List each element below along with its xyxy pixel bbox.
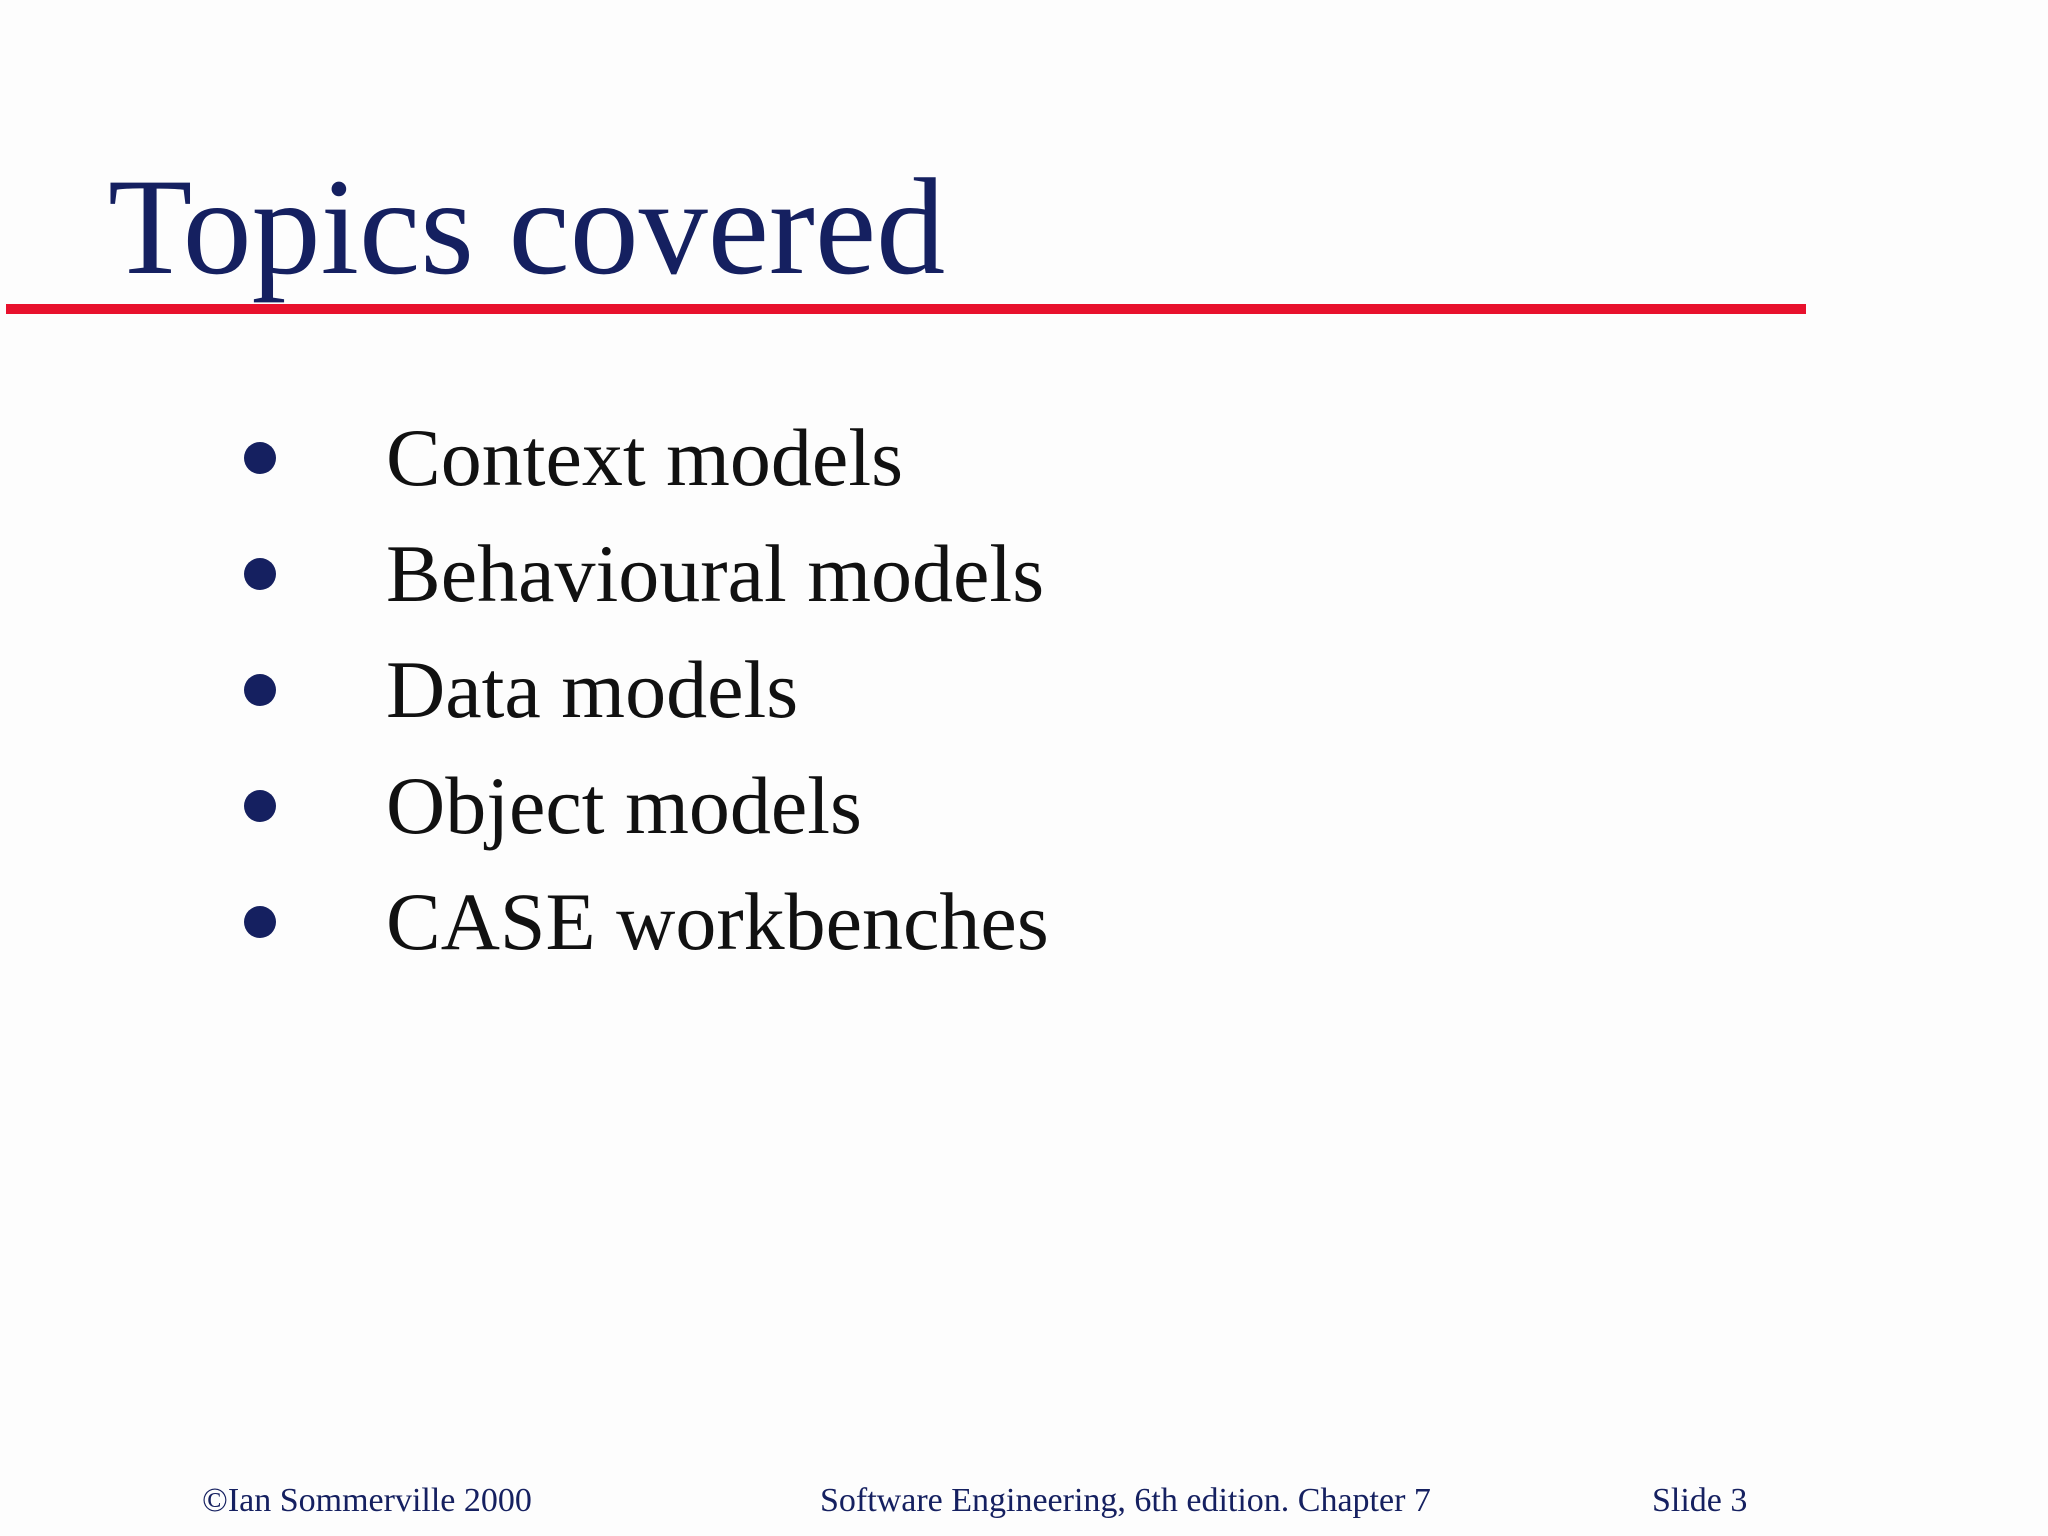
bullet-text: Data models bbox=[386, 644, 799, 735]
bullet-text: Object models bbox=[386, 760, 862, 851]
bullet-text: Context models bbox=[386, 412, 904, 503]
list-item bbox=[240, 400, 1049, 516]
bullet-icon bbox=[244, 906, 276, 938]
footer-slide-number: Slide 3 bbox=[1652, 1482, 1748, 1519]
footer-copyright: ©Ian Sommerville 2000 bbox=[202, 1482, 532, 1519]
bullet-icon bbox=[244, 790, 276, 822]
bullet-icon bbox=[244, 442, 276, 474]
bullet-text: Behavioural models bbox=[386, 528, 1045, 619]
title-divider bbox=[6, 304, 1806, 314]
list-item bbox=[240, 864, 1049, 980]
list-item bbox=[240, 632, 1049, 748]
bullet-text: CASE workbenches bbox=[386, 876, 1049, 967]
bullet-icon bbox=[244, 674, 276, 706]
footer-book-title: Software Engineering, 6th edition. Chapter 7 bbox=[820, 1482, 1431, 1519]
list-item bbox=[240, 516, 1049, 632]
bullet-icon bbox=[244, 558, 276, 590]
list-item bbox=[240, 748, 1049, 864]
slide-title: Topics covered bbox=[108, 150, 946, 303]
bullet-list bbox=[240, 400, 1049, 980]
